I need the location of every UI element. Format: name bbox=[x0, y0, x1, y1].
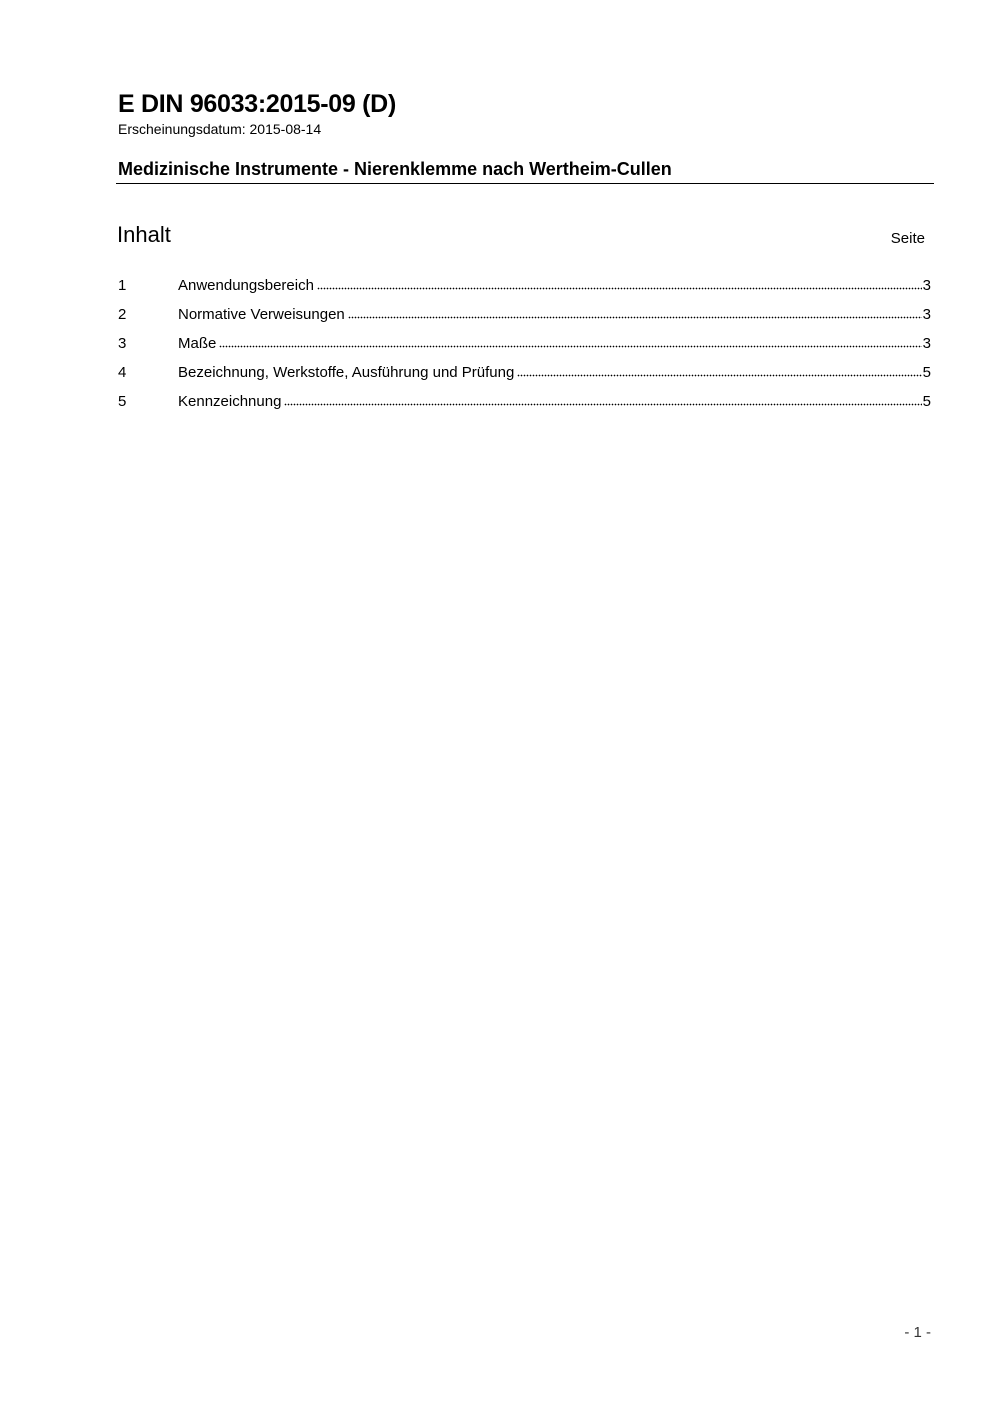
toc-entry[interactable] bbox=[118, 393, 931, 422]
toc-entry-page: 5 bbox=[922, 364, 931, 381]
title-divider bbox=[116, 183, 934, 184]
toc-entry-number: 2 bbox=[118, 306, 127, 323]
toc-entry[interactable] bbox=[118, 277, 931, 306]
toc-dot-leader bbox=[284, 394, 921, 406]
toc-entry[interactable] bbox=[118, 306, 931, 335]
toc-entry-number: 1 bbox=[118, 277, 127, 294]
toc-entry-title: Normative Verweisungen bbox=[178, 306, 345, 323]
toc-entry-page: 3 bbox=[922, 306, 931, 323]
toc-dot-leader bbox=[219, 336, 921, 348]
page-number: - 1 - bbox=[904, 1324, 931, 1341]
toc-heading: Inhalt bbox=[117, 222, 171, 247]
toc-entry-page: 5 bbox=[922, 393, 931, 410]
document-id: E DIN 96033:2015-09 (D) bbox=[118, 90, 396, 118]
toc-dot-leader bbox=[517, 365, 921, 377]
toc-page-column-label: Seite bbox=[890, 230, 925, 247]
toc-dot-leader bbox=[317, 278, 922, 290]
toc-entry-number: 4 bbox=[118, 364, 127, 381]
toc-entry-number: 3 bbox=[118, 335, 127, 352]
toc-entry-title: Maße bbox=[178, 335, 217, 352]
toc-entry-page: 3 bbox=[922, 277, 931, 294]
toc-entry-page: 3 bbox=[922, 335, 931, 352]
toc-entry-title: Kennzeichnung bbox=[178, 393, 282, 410]
toc-entry[interactable] bbox=[118, 335, 931, 364]
toc-dot-leader bbox=[348, 307, 922, 319]
document-title: Medizinische Instrumente - Nierenklemme nach Wertheim-Cullen bbox=[118, 159, 672, 179]
publication-date: Erscheinungsdatum: 2015-08-14 bbox=[118, 121, 322, 137]
toc-entry-title: Anwendungsbereich bbox=[178, 277, 314, 294]
toc-entry-title: Bezeichnung, Werkstoffe, Ausführung und Prüfung bbox=[178, 364, 515, 381]
table-of-contents bbox=[118, 277, 931, 422]
toc-entry[interactable] bbox=[118, 364, 931, 393]
toc-entry-number: 5 bbox=[118, 393, 127, 410]
